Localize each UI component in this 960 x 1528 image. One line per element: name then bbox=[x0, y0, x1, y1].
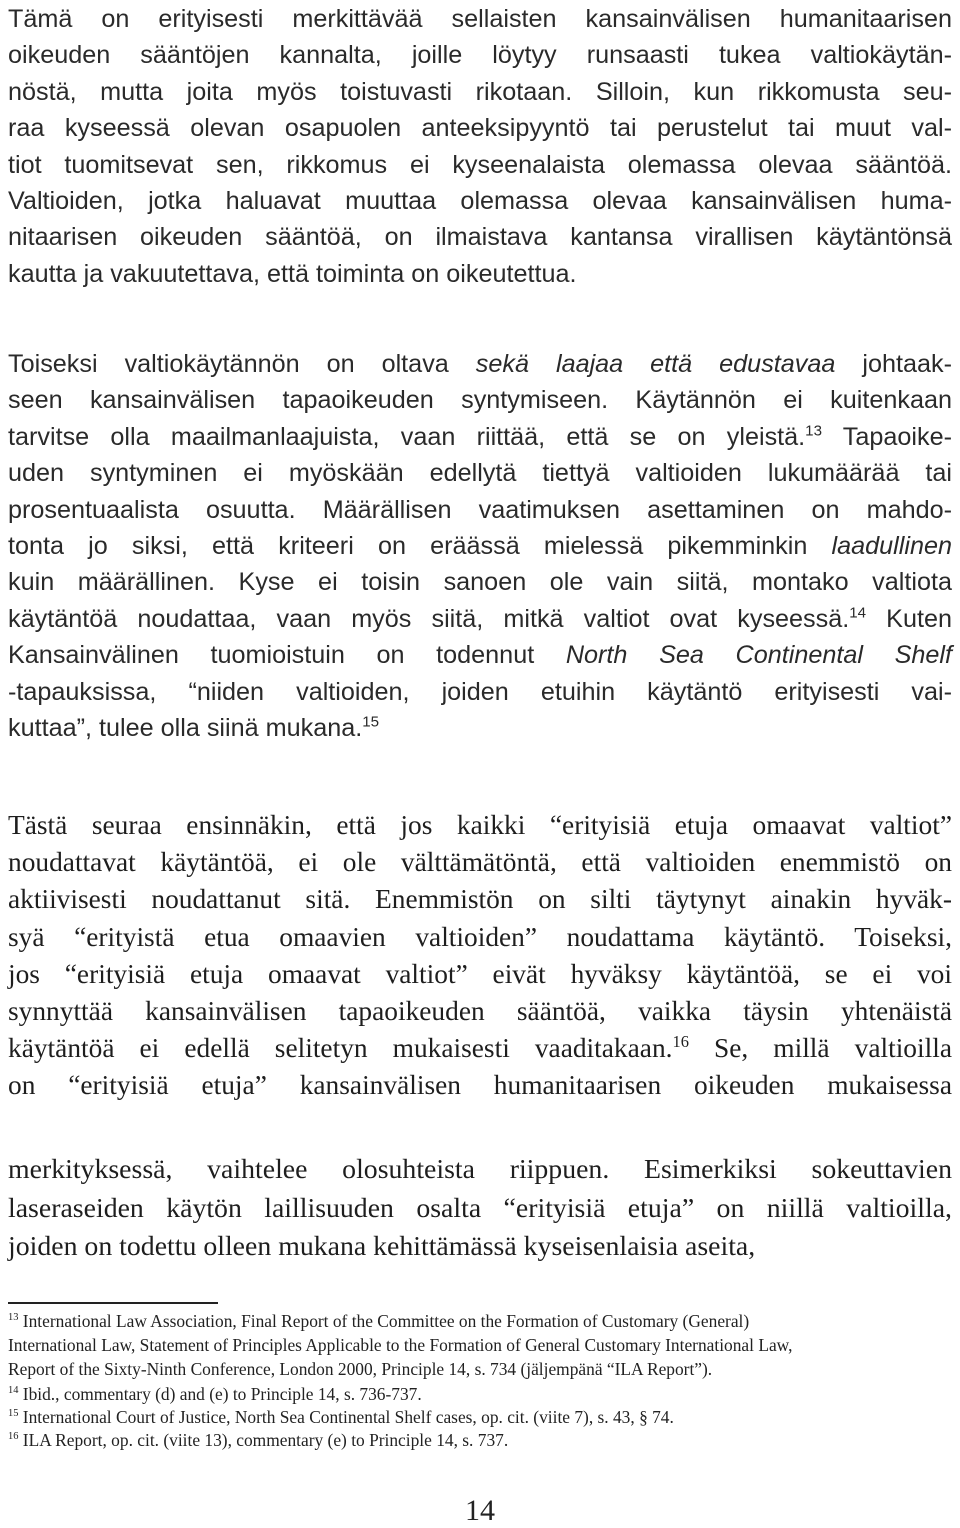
p2-line bbox=[8, 601, 952, 637]
p2-italic-text: North Sea Continental Shelf bbox=[565, 641, 952, 670]
footnote-text: International Law Association, Final Report of the Committee on the Formation of Customary (General) bbox=[22, 1311, 750, 1331]
p2-text: Kansainvälinen tuomioistuin on todennut bbox=[8, 641, 566, 670]
p3-line: jos “erityisiä etuja omaavat valtiot” eivät hyväksy käytäntöä, se ei voi bbox=[8, 958, 952, 989]
footnote-ref-15: 15 bbox=[362, 713, 380, 731]
footnote-line: Report of the Sixty-Ninth Conference, London 2000, Principle 14, s. 734 (jäljempänä “ILA Report”). bbox=[8, 1358, 713, 1379]
p3-line: aktiivisesti noudattanut sitä. Enemmistön on silti täytynyt ainakin hyväk- bbox=[8, 884, 952, 915]
paragraph-3 bbox=[8, 807, 952, 1105]
p2-text: tarvitse olla maailmanlaajuista, vaan riittää, että se on yleistä. bbox=[8, 422, 806, 451]
p4-line: laseraseiden käytön laillisuuden osalta “erityisiä etuja” on niillä valtioilla, bbox=[8, 1192, 952, 1224]
footnote-14 bbox=[8, 1383, 952, 1407]
p2-text: käytäntöä noudattaa, vaan myös siitä, mitkä valtiot ovat kyseessä. bbox=[8, 604, 850, 633]
paragraph-1 bbox=[8, 1, 952, 292]
paragraph-4 bbox=[8, 1151, 952, 1267]
footnote-16 bbox=[8, 1429, 952, 1453]
p2-line: seen kansainvälisen tapaoikeuden syntymiseen. Käytännön ei kuitenkaan bbox=[8, 386, 952, 415]
p1-line: raa kyseessä olevan osapuolen anteeksipyyntö tai perustelut tai muut val- bbox=[8, 114, 952, 143]
p1-line: Valtioiden, jotka haluavat muuttaa olemassa olevaa kansainvälisen huma- bbox=[8, 187, 952, 216]
p2-italic-text: sekä laajaa että edustavaa bbox=[475, 350, 836, 378]
p3-line: synnyttää kansainvälisen tapaoikeuden sääntöä, vaikka täysin yhtenäistä bbox=[8, 996, 952, 1027]
footnote-line bbox=[8, 1310, 952, 1334]
p3-text: käytäntöä ei edellä selitetyn mukaisesti vaaditakaan. bbox=[8, 1033, 673, 1064]
footnote-ref-16: 16 bbox=[672, 1032, 689, 1052]
p2-line bbox=[8, 710, 952, 746]
p2-italic-text: laadullinen bbox=[831, 532, 952, 561]
p2-line bbox=[8, 528, 952, 564]
p2-line: uden syntyminen ei myöskään edellytä tiettyä valtioiden lukumäärää tai bbox=[8, 459, 952, 488]
page-number: 14 bbox=[465, 1494, 495, 1527]
footnote-15 bbox=[8, 1406, 952, 1430]
p2-text: tonta jo siksi, että kriteeri on eräässä mielessä pikemminkin bbox=[8, 532, 832, 561]
p3-line bbox=[8, 1030, 952, 1067]
p1-line: kautta ja vakuutettava, että toiminta on oikeutettua. bbox=[8, 259, 577, 288]
p1-line: Tämä on erityisesti merkittävää sellaisten kansainvälisen humanitaarisen bbox=[8, 5, 952, 33]
p1-line: tiot tuomitsevat sen, rikkomus ei kyseenalaista olemassa olevaa sääntöä. bbox=[8, 150, 952, 179]
p3-text: Se, millä valtioilla bbox=[688, 1033, 952, 1064]
p1-line: oikeuden sääntöjen kannalta, joille löytyy runsaasti tukea valtiokäytän- bbox=[8, 41, 952, 70]
footnote-line bbox=[8, 1429, 952, 1453]
footnote-number: 13 bbox=[8, 1312, 19, 1324]
p2-text: Tapaoike- bbox=[821, 422, 952, 451]
p2-text: Toiseksi valtiokäytännön on oltava bbox=[8, 350, 476, 378]
p2-text: johtaak- bbox=[835, 350, 952, 378]
footnote-line bbox=[8, 1383, 952, 1407]
p2-line: kuin määrällinen. Kyse ei toisin sanoen ole vain siitä, montako valtiota bbox=[8, 568, 952, 597]
p4-line: merkityksessä, vaihtelee olosuhteista riippuen. Esimerkiksi sokeuttavien bbox=[8, 1154, 952, 1185]
p2-text: kuttaa”, tulee olla siinä mukana. bbox=[8, 714, 363, 743]
p3-line: noudattavat käytäntöä, ei ole välttämätöntä, että valtioiden enemmistö on bbox=[8, 847, 952, 878]
footnote-divider bbox=[8, 1302, 218, 1304]
footnote-ref-13: 13 bbox=[805, 422, 822, 440]
p2-line bbox=[8, 419, 952, 455]
footnote-ref-14: 14 bbox=[849, 604, 867, 622]
footnote-number: 14 bbox=[8, 1385, 19, 1397]
p4-line: joiden on todettu olleen mukana kehittämässä kyseisenlaisia aseita, bbox=[8, 1231, 756, 1262]
p1-line: nitaarisen oikeuden sääntöä, on ilmaistava kantansa virallisen käytäntönsä bbox=[8, 223, 952, 252]
p2-line: prosentuaalista osuutta. Määrällisen vaatimuksen asettaminen on mahdo- bbox=[8, 495, 952, 524]
p3-line: syä “erityistä etua omaavien valtioiden” noudattama käytäntö. Toiseksi, bbox=[8, 921, 952, 952]
footnote-13 bbox=[8, 1310, 952, 1381]
footnote-text: International Court of Justice, North Sea Continental Shelf cases, op. cit. (viite 7), s. 43, § 74. bbox=[22, 1407, 674, 1427]
p2-line bbox=[8, 637, 952, 673]
p2-line: -tapauksissa, “niiden valtioiden, joiden etuihin käytäntö erityisesti vai- bbox=[8, 677, 952, 706]
footnote-text: Ibid., commentary (d) and (e) to Principle 14, s. 736-737. bbox=[22, 1384, 422, 1404]
p1-line: nöstä, mutta joita myös toistuvasti rikotaan. Silloin, kun rikkomusta seu- bbox=[8, 77, 952, 106]
p3-line: Tästä seuraa ensinnäkin, että jos kaikki “erityisiä etuja omaavat valtiot” bbox=[8, 810, 952, 840]
footnote-line bbox=[8, 1406, 952, 1430]
footnote-text: ILA Report, op. cit. (viite 13), commentary (e) to Principle 14, s. 737. bbox=[22, 1430, 509, 1450]
paragraph-2 bbox=[8, 346, 952, 746]
footnote-number: 16 bbox=[8, 1431, 19, 1443]
footnote-line: International Law, Statement of Principles Applicable to the Formation of General Customary International Law, bbox=[8, 1334, 793, 1355]
p2-text: Kuten bbox=[866, 604, 952, 633]
p2-line bbox=[8, 346, 952, 382]
p3-line: on “erityisiä etuja” kansainvälisen humanitaarisen oikeuden mukaisessa bbox=[8, 1070, 952, 1101]
footnote-number: 15 bbox=[8, 1408, 19, 1420]
